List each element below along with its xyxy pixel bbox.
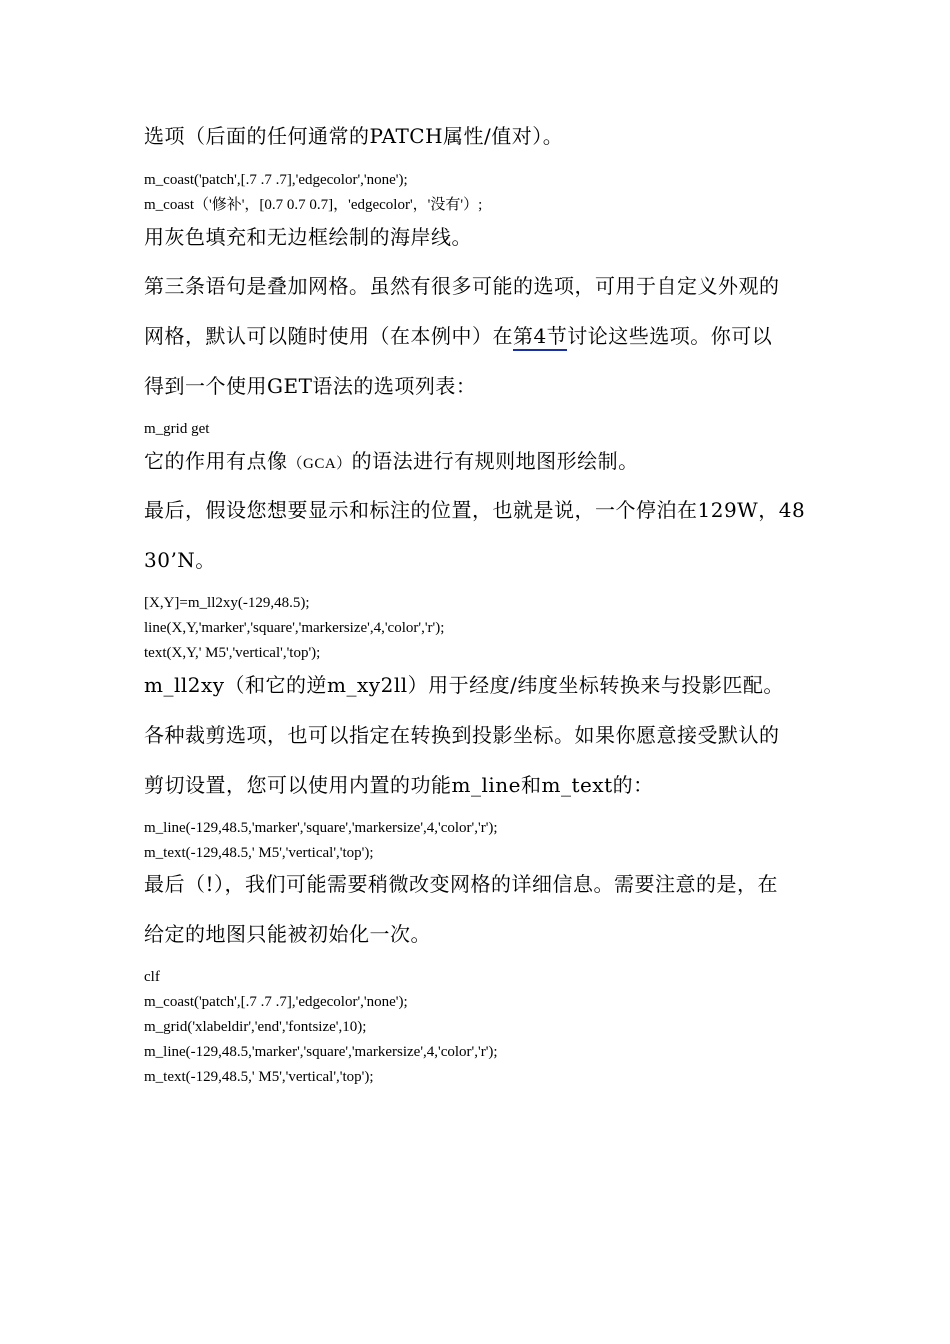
paragraph-coastline-description: 用灰色填充和无边框绘制的海岸线。 — [144, 225, 472, 249]
code-line-clf: clf — [144, 969, 160, 985]
paragraph-grid-text-after-link: 讨论这些选项。你可以 — [567, 324, 773, 348]
paragraph-ll2xy-line2: 各种裁剪选项，也可以指定在转换到投影坐标。如果你愿意接受默认的 — [144, 723, 780, 747]
section-4-link[interactable]: 第4节 — [513, 324, 567, 351]
paragraph-grid-text-before-link: 网格，默认可以随时使用（在本例中）在 — [144, 324, 513, 348]
paragraph-finally-line2: 给定的地图只能被初始化一次。 — [144, 922, 431, 946]
paragraph-gca-after: 的语法进行有规则地图形绘制。 — [351, 449, 639, 473]
code-line-coast-final: m_coast('patch',[.7 .7 .7],'edgecolor','none'); — [144, 994, 408, 1010]
paragraph-grid-line3: 得到一个使用GET语法的选项列表： — [144, 374, 477, 398]
code-line-grid-final: m_grid('xlabeldir','end','fontsize',10); — [144, 1019, 367, 1035]
paragraph-patch-options: 选项（后面的任何通常的PATCH属性/值对）。 — [144, 124, 564, 148]
paragraph-gca-syntax — [144, 447, 639, 478]
code-line-m-line: m_line(-129,48.5,'marker','square','markersize',4,'color','r'); — [144, 820, 498, 836]
code-line-coast-patch: m_coast('patch',[.7 .7 .7],'edgecolor','none'); — [144, 172, 408, 188]
paragraph-grid-line2 — [144, 322, 772, 350]
code-line-line: line(X,Y,'marker','square','markersize',4,'color','r'); — [144, 620, 445, 636]
paragraph-grid-line1: 第三条语句是叠加网格。虽然有很多可能的选项，可用于自定义外观的 — [144, 274, 780, 298]
code-line-text: text(X,Y,' M5','vertical','top'); — [144, 645, 321, 661]
paragraph-ll2xy-line3: 剪切设置，您可以使用内置的功能m_line和m_text的： — [144, 773, 654, 797]
paragraph-finally-line1: 最后（!），我们可能需要稍微改变网格的详细信息。需要注意的是，在 — [144, 872, 779, 896]
paragraph-ll2xy-line1: m_ll2xy（和它的逆m_xy2ll）用于经度/纬度坐标转换来与投影匹配。 — [144, 673, 784, 697]
paragraph-mooring-line1: 最后，假设您想要显示和标注的位置，也就是说，一个停泊在129W，48 — [144, 498, 806, 522]
code-line-coast-translated: m_coast（'修补'，[0.7 0.7 0.7]，'edgecolor'，'没有'）; — [144, 197, 483, 213]
paragraph-gca-before: 它的作用有点像 — [144, 449, 288, 473]
code-line-m-text-final: m_text(-129,48.5,' M5','vertical','top'); — [144, 1069, 374, 1085]
paragraph-mooring-line2: 30’N。 — [144, 548, 216, 572]
paragraph-gca-term: （GCA） — [287, 456, 352, 472]
code-line-ll2xy: [X,Y]=m_ll2xy(-129,48.5); — [144, 595, 310, 611]
code-line-grid-get: m_grid get — [144, 421, 210, 437]
code-line-m-line-final: m_line(-129,48.5,'marker','square','markersize',4,'color','r'); — [144, 1044, 498, 1060]
code-line-m-text: m_text(-129,48.5,' M5','vertical','top'); — [144, 845, 374, 861]
